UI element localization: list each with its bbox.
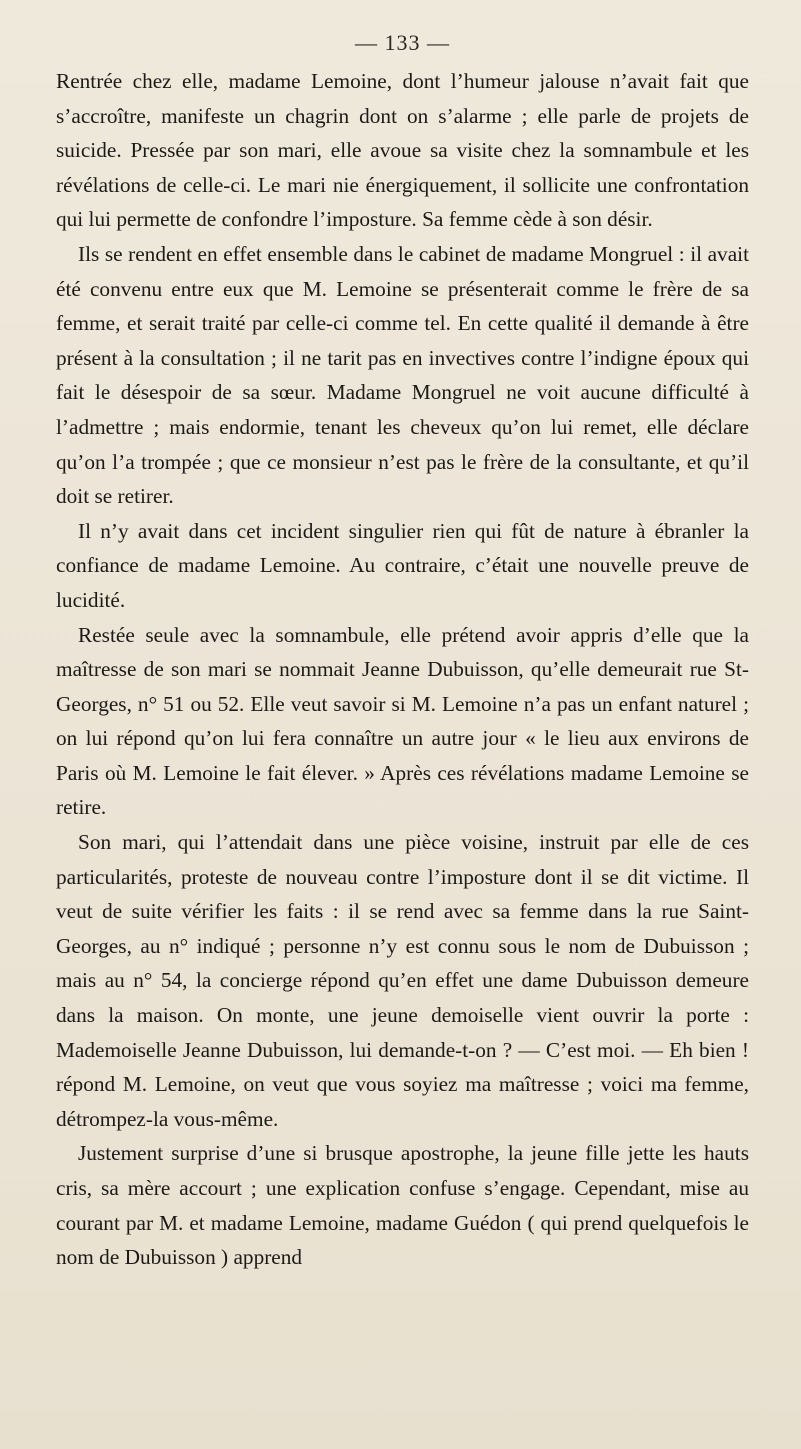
page-number: — 133 — xyxy=(355,30,450,55)
paragraph-4: Restée seule avec la somnambule, elle prétend avoir appris d’elle que la maîtresse de son mari se nommait Jeanne Dubuisson, qu’elle demeurait rue St-Georges, n° 51 ou 52. Elle veut savoir si M. Lemoine n’a pas un enfant naturel ; on lui répond qu’on lui fera connaître un autre jour « le lieu aux environs de Paris où M. Lemoine le fait élever. » Après ces révélations madame Lemoine se retire. xyxy=(56,622,749,820)
paragraph-6: Justement surprise d’une si brusque apostrophe, la jeune fille jette les hauts cris, sa mère accourt ; une explication confuse s’engage. Cependant, mise au courant par M. et madame Lemoine, madame Guédon ( qui prend quelquefois le nom de Dubuisson ) apprend xyxy=(56,1141,749,1270)
paragraph-2: Ils se rendent en effet ensemble dans le cabinet de madame Mongruel : il avait été convenu entre eux que M. Lemoine se présenterait comme le frère de sa femme, et serait traité par celle-ci comme tel. En cette qualité il demande à être présent à la consultation ; il ne tarit pas en invectives contre l’indigne époux qui fait le désespoir de sa sœur. Madame Mongruel ne voit aucune difficulté à l’admettre ; mais endormie, tenant les cheveux qu’on lui remet, elle déclare qu’on l’a trompée ; que ce monsieur n’est pas le frère de la consultante, et qu’il doit se retirer. xyxy=(56,241,749,509)
paragraph-5: Son mari, qui l’attendait dans une pièce voisine, instruit par elle de ces particularités, proteste de nouveau contre l’imposture dont il se dit victime. Il veut de suite vérifier les faits : il se rend avec sa femme dans la rue Saint-Georges, au n° indiqué ; personne n’y est connu sous le nom de Dubuisson ; mais au n° 54, la concierge répond qu’en effet une dame Dubuisson demeure dans la maison. On monte, une jeune demoiselle vient ouvrir la porte : Mademoiselle Jeanne Dubuisson, lui demande-t-on ? — C’est moi. — Eh bien ! répond M. Lemoine, on veut que vous soyiez ma maîtresse ; voici ma femme, détrompez-la vous-même. xyxy=(56,830,749,1131)
paragraph-1: Rentrée chez elle, madame Lemoine, dont l’humeur jalouse n’avait fait que s’accroître, manifeste un chagrin dont on s’alarme ; elle parle de projets de suicide. Pressée par son mari, elle avoue sa visite chez la somnambule et les révélations de celle-ci. Le mari nie énergiquement, il sollicite une confrontation qui lui permette de confondre l’imposture. Sa femme cède à son désir. xyxy=(56,69,749,232)
paragraph-3: Il n’y avait dans cet incident singulier rien qui fût de nature à ébranler la confiance de madame Lemoine. Au contraire, c’était une nouvelle preuve de lucidité. xyxy=(56,518,749,612)
body-text xyxy=(56,64,749,1275)
